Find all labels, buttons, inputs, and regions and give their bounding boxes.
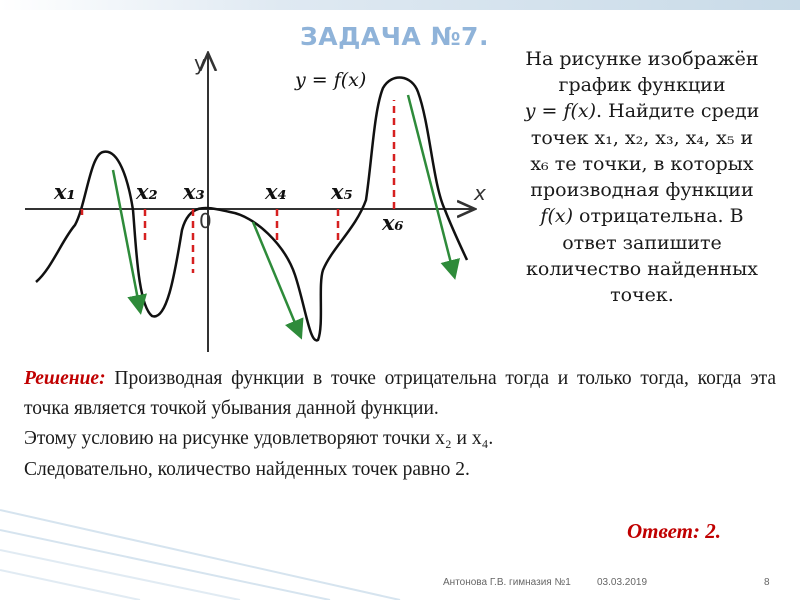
solution-paragraph [24,364,776,424]
task-line [492,203,792,229]
footer-author: Антонова Г.В. гимназия №1 [443,577,571,588]
function-graph [0,0,500,360]
solution-text: Производная функции в точке отрицательна тогда и только тогда, когда эта точка является точкой убывания данной функции. [24,368,776,420]
x-axis-label: x [474,181,486,205]
task-statement [492,46,792,308]
task-math: f(x) [540,205,573,228]
footer-date: 03.03.2019 [597,577,648,588]
point-label-x5: x₅ [331,179,353,204]
task-text-fragment: . Найдите среди [596,100,760,123]
function-label: y = f(x) [295,69,367,91]
task-line [492,98,792,124]
point-label-x6: x₆ [382,210,404,235]
task-line: ответ запишите [562,231,722,254]
y-axis-label: y [194,51,206,75]
origin-label: 0 [199,209,212,233]
solution-line: Следовательно, количество найденных точек равно 2. [24,458,470,480]
answer-text: Ответ: 2. [627,519,721,543]
task-line: график функции [558,74,726,97]
task-line: точек x₁, x₂, x₃, x₄, x₅ и [530,126,754,149]
point-label-x3: x₃ [183,179,205,204]
point-label-x1: x₁ [54,179,76,204]
task-math: y = f(x) [524,100,597,123]
task-line: На рисунке изображён [525,48,759,70]
page-number: 8 [764,577,770,588]
task-line: точек. [610,283,674,306]
decrease-arrow-3 [408,95,454,275]
solution-label: Решение: [24,368,106,389]
task-line: производная функции [530,179,754,202]
task-text-fragment: отрицательна. В [573,205,744,228]
point-label-x4: x₄ [265,179,287,204]
point-label-x2: x₂ [136,179,158,204]
solution-block [24,364,776,485]
task-line: количество найденных [526,257,758,280]
corner-stripes-decoration [0,490,800,600]
solution-line: Этому условию на рисунке удовлетворяют точки x₂ и x₄. [24,428,494,450]
task-line: x₆ те точки, в которых [530,152,754,175]
slide-title: ЗАДАЧА №7. [300,22,489,51]
